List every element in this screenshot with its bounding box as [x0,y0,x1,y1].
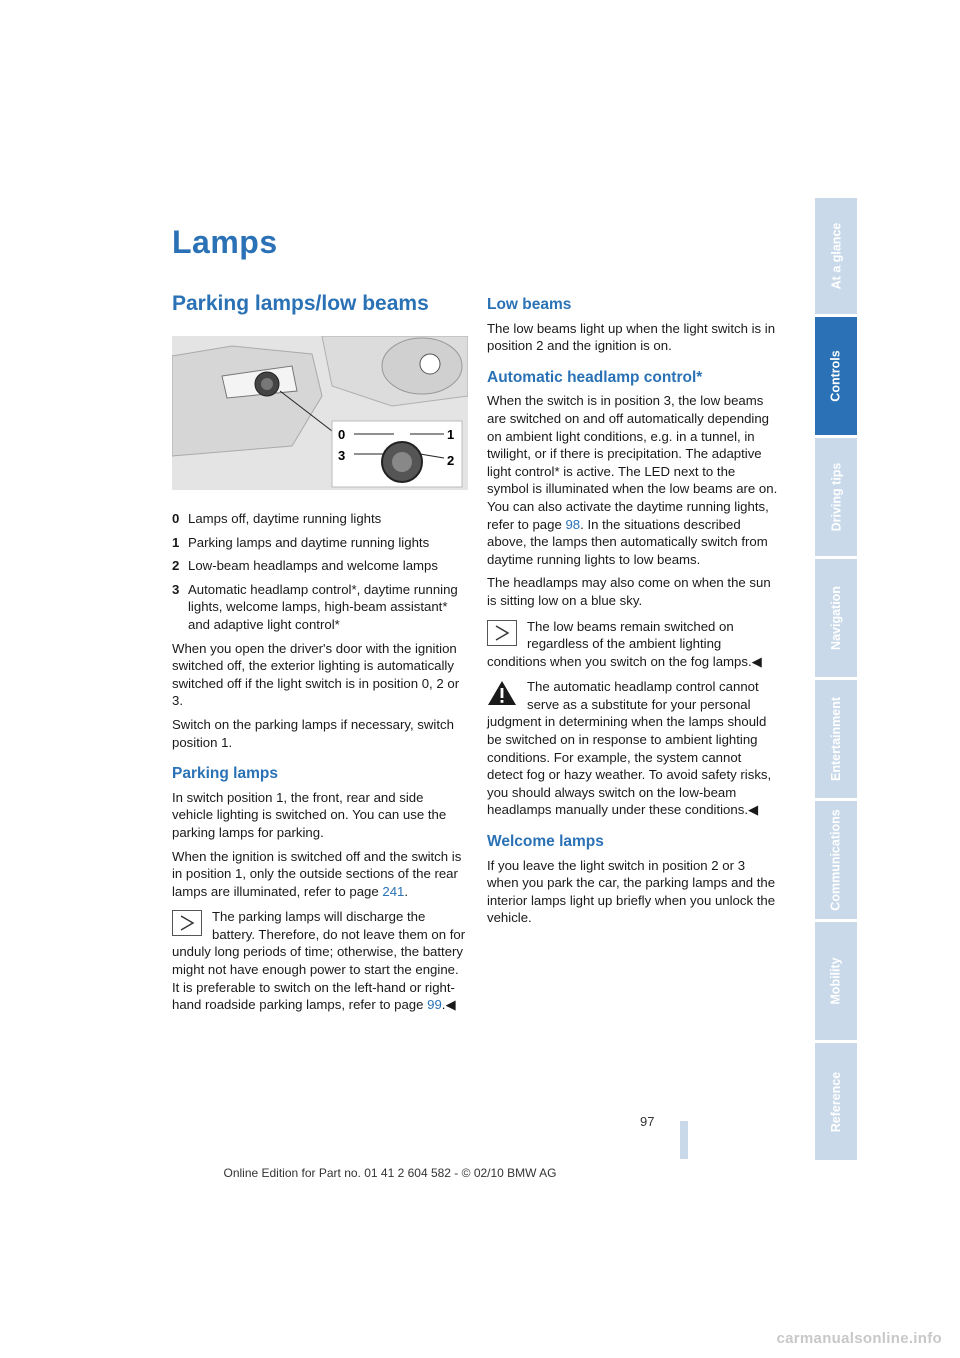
tab-label: At a glance [829,222,843,290]
page-link[interactable]: 241 [382,883,405,899]
tab-label: Navigation [829,586,843,650]
figure-label-0: 0 [338,427,346,442]
list-item [172,557,468,575]
tab-label: Entertainment [829,696,844,782]
list-item [172,581,468,634]
note-text: The low beams remain switched on regardless of the ambient lighting conditions when you switch on the fog lamps.◀ [487,618,762,669]
left-column [172,510,468,1020]
tab-communications[interactable] [815,801,857,919]
right-column [487,296,779,933]
footer-text: Online Edition for Part no. 01 41 2 604 582 - © 02/10 BMW AG [223,1166,557,1180]
page-number: 97 [640,1114,655,1129]
tab-label: Controls [829,350,844,402]
light-switch-figure [172,336,468,490]
paragraph: If you leave the light switch in position 2 or 3 when you park the car, the parking lamps and the interior lamps light up briefly when you unlock the vehicle. [487,857,776,926]
list-item-number: 2 [172,558,180,574]
paragraph: The headlamps may also come on when the sun is sitting low on a blue sky. [487,575,771,608]
tab-label: Mobility [829,957,843,1005]
page-link[interactable]: 98 [565,516,581,532]
tab-entertainment[interactable] [815,680,857,798]
page-title: Lamps [172,224,278,260]
chapter-sidebar [815,198,857,1160]
figure-label-2: 2 [447,453,455,468]
figure-label-3: 3 [338,448,346,463]
subheading: Low beams [487,296,572,313]
note-block [172,908,468,1014]
paragraph: Switch on the parking lamps if necessary, switch position 1. [172,716,454,750]
note-arrow-icon [172,910,202,936]
list-item-text: Low-beam headlamps and welcome lamps [188,558,438,574]
list-item-number: 3 [172,581,180,597]
subheading: Parking lamps [172,765,278,783]
paragraph-text: When the ignition is switched off and the switch is in position 1, only the outside sections of the rear lamps are illuminated, refer to page [172,848,462,899]
list-item-text: Parking lamps and daytime running lights [188,534,430,550]
list-item-number: 1 [172,534,180,550]
list-item-text: Automatic headlamp control*, daytime running lights, welcome lamps, high-beam assistant* and adaptive light control* [188,581,458,632]
warning-icon [487,680,517,706]
note-text: The parking lamps will discharge the battery. Therefore, do not leave them on for unduly long periods of time; otherwise, the battery might not have enough power to start the engine. It is preferable to switch on the left-hand or right-hand roadside parking lamps, refer to page [172,909,466,1013]
paragraph: The low beams light up when the light switch is in position 2 and the ignition is on. [487,320,776,354]
subheading: Automatic headlamp control* [487,368,703,386]
footer [0,1166,960,1180]
paragraph: When you open the driver's door with the ignition switched off, the exterior lighting is automatically switched off if the light switch is in position 0, 2 or 3. [172,640,460,709]
warning-block [487,678,779,819]
paragraph [172,848,468,901]
note-text: .◀ [441,997,456,1013]
tab-driving-tips[interactable] [815,438,857,556]
page-marker-bar [680,1121,688,1159]
list-item-number: 0 [172,511,180,526]
light-switch-illustration [172,336,468,490]
subheading: Welcome lamps [487,833,604,851]
note-arrow-icon [487,620,517,646]
list-item-text: Lamps off, daytime running lights [188,511,382,526]
paragraph-text: When the switch is in position 3, the low beams are switched on and off automatically depending on ambient light conditions, e.g. in a tunnel, in twilight, or if there is precipitation. The adaptive light control* is active. The LED next to the symbol is illuminated when the low beams are on. You can also activate the daytime running lights, refer to page [487,393,778,532]
tab-at-a-glance[interactable] [815,198,857,314]
watermark: carmanualsonline.info [776,1330,942,1347]
warning-text: The automatic headlamp control cannot serve as a substitute for your personal judgment in determining when the lamps should be switched on in response to ambient lighting conditions. For example, the system cannot detect fog or hazy weather. To avoid safety risks, you should always switch on the low-beam headlamps manually under these conditions.◀ [487,679,772,818]
section-title: Parking lamps/low beams [172,292,429,315]
tab-reference[interactable] [815,1043,857,1160]
paragraph-text: . [404,883,409,899]
list-item [172,534,468,552]
list-item [172,510,468,528]
tab-label: Reference [829,1071,844,1132]
tab-mobility[interactable] [815,922,857,1040]
tab-controls[interactable] [815,317,857,435]
page-link[interactable]: 99 [427,997,442,1013]
tab-label: Driving tips [829,462,844,532]
tab-label: Communications [829,809,843,911]
tab-navigation[interactable] [815,559,857,677]
note-block [487,618,779,671]
paragraph: In switch position 1, the front, rear and side vehicle lighting is switched on. You can use the parking lamps for parking. [172,789,447,840]
paragraph-text: . In the situations described above, the lamps then automatically switch from daytime running lights to low beams. [487,516,768,567]
paragraph [487,392,779,568]
figure-label-1: 1 [447,427,455,442]
